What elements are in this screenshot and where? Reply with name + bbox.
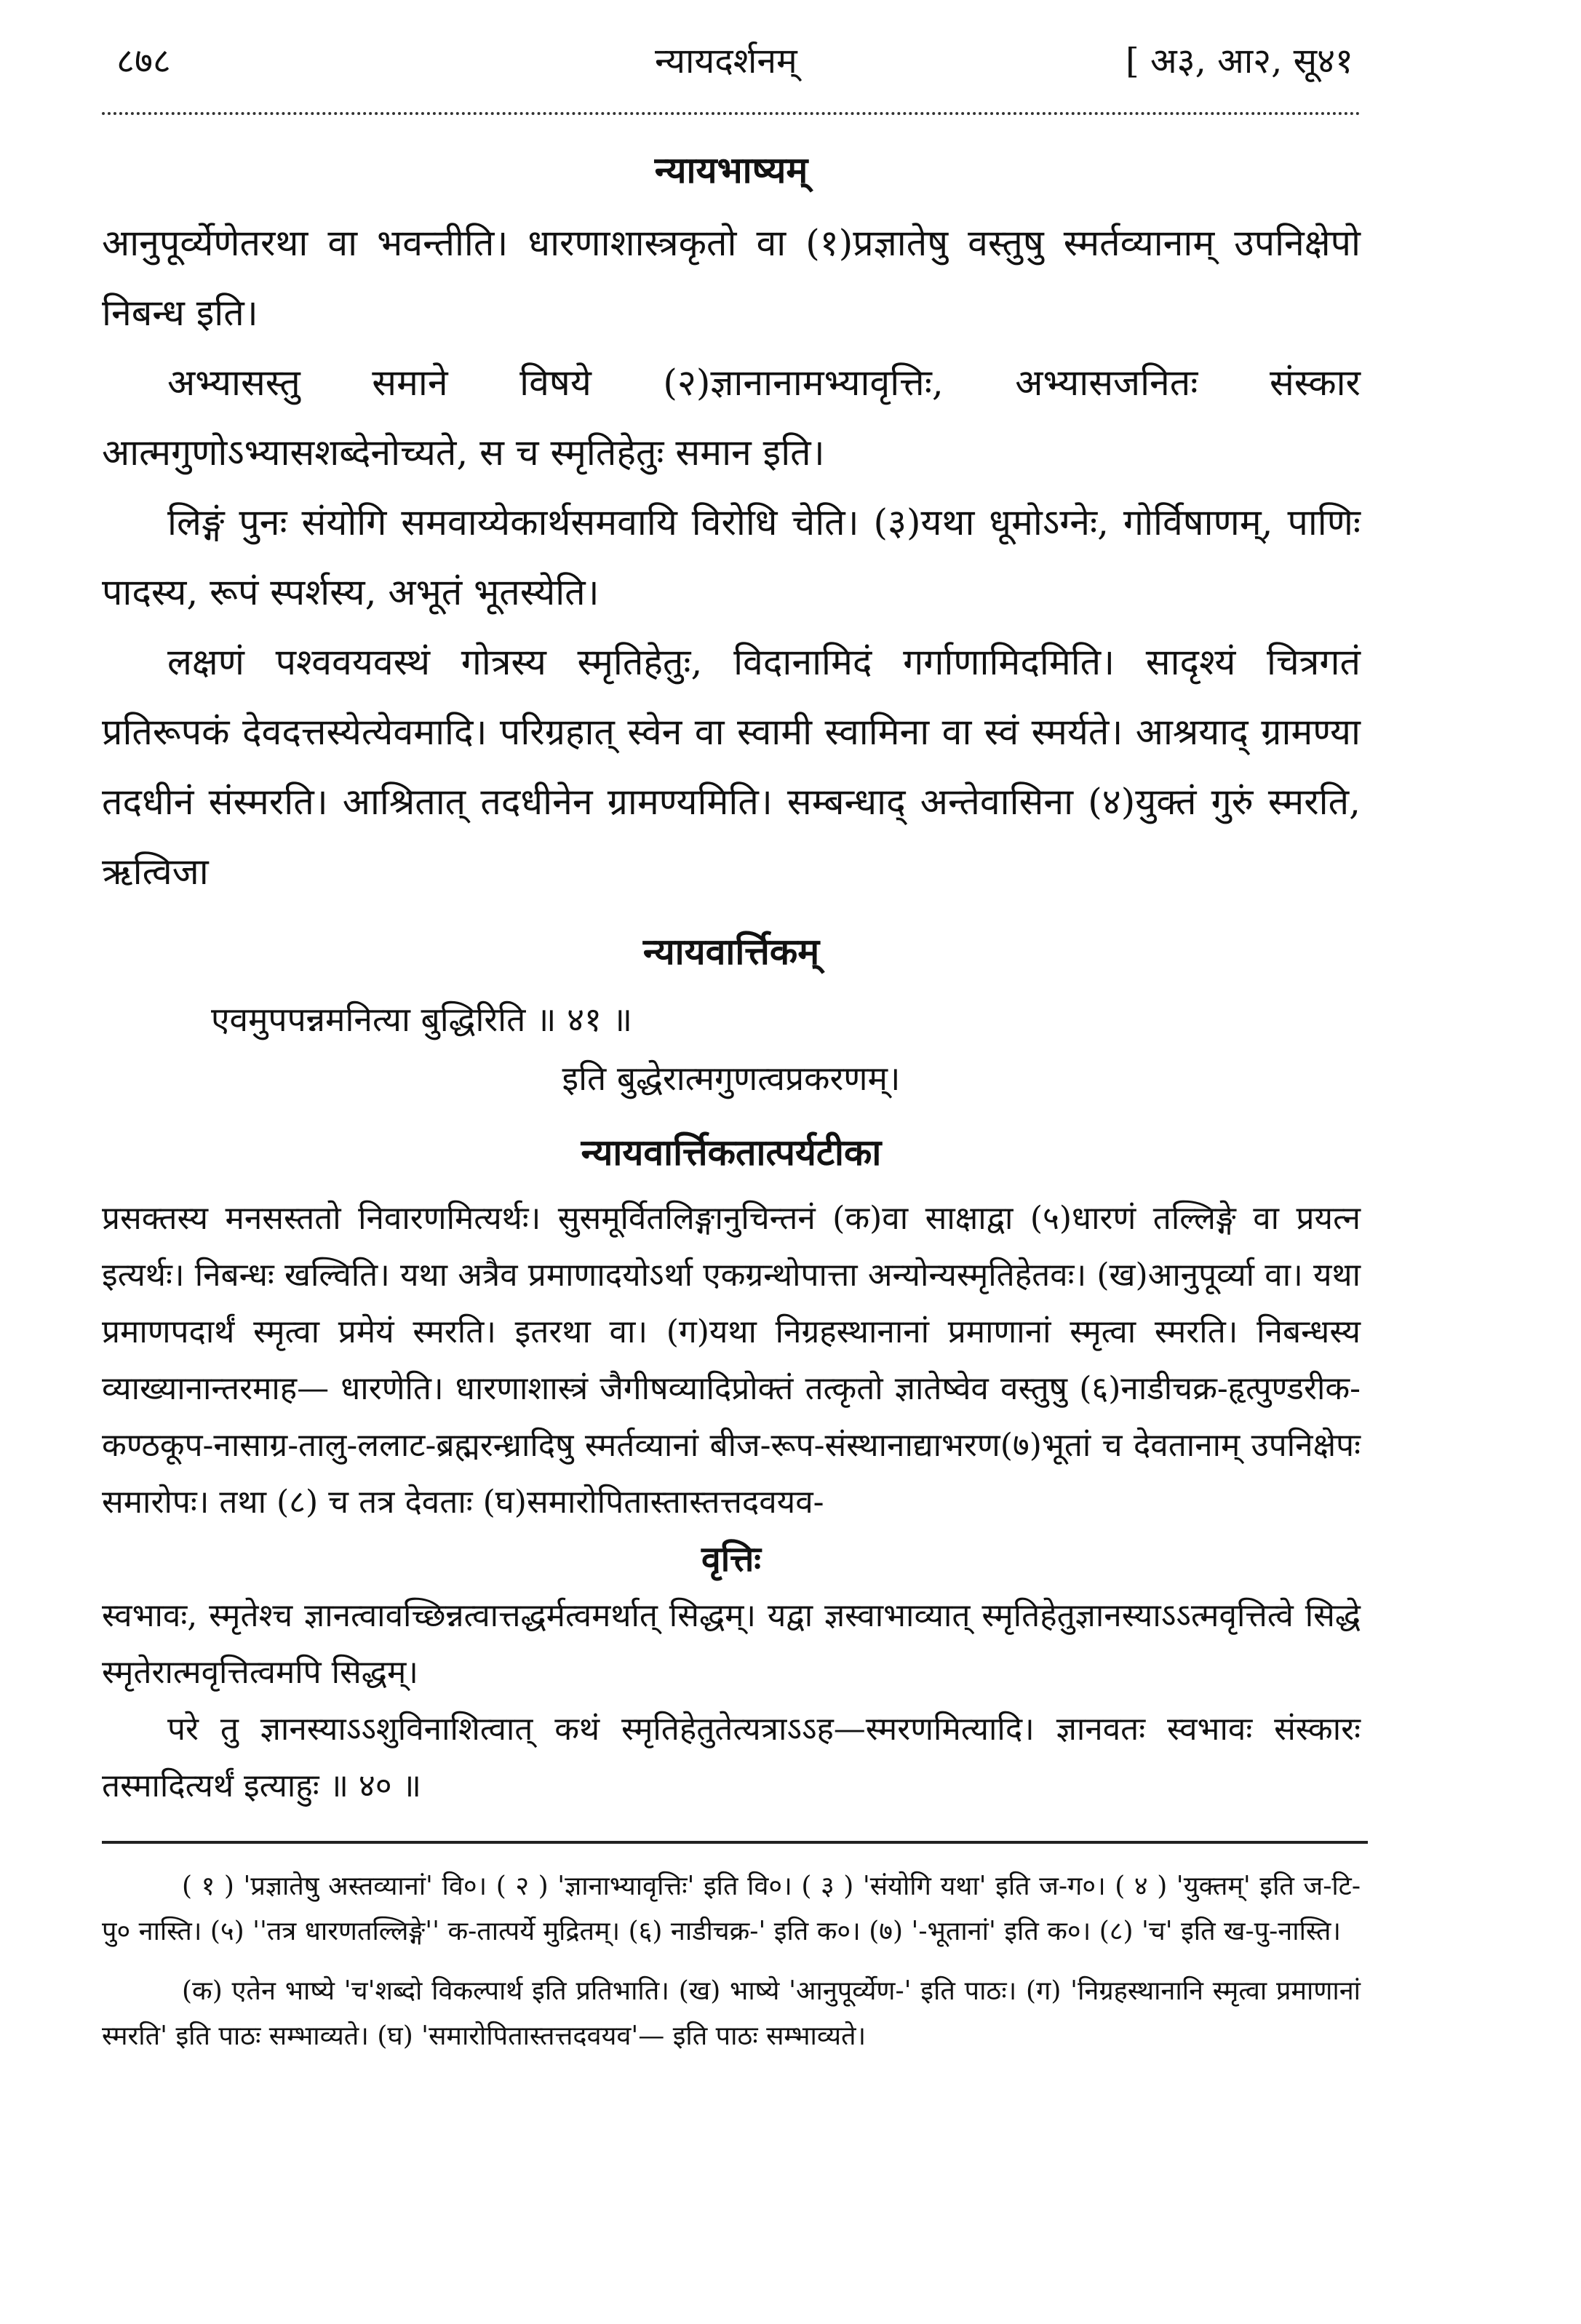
bhashya-paragraph: लक्षणं पश्ववयवस्थं गोत्रस्य स्मृतिहेतुः, विदानामिदं गर्गाणामिदमिति। सादृश्यं चित्रगतं प्रतिरूपकं देवदत्तस्येत्येवमादि। परिग्रहात् स्वेन वा स्वामी स्वामिना वा स्वं स्मर्यते। आश्रयाद् ग्रामण्या तदधीनं संस्मरति। आश्रितात् तदधीनेन ग्रामण्यमिति। सम्बन्धाद् अन्तेवासिना (४)युक्तं गुरुं स्मरति, ऋत्विजा xyxy=(102,641,1361,893)
tika-heading: न्यायवार्त्तिकतात्पर्यटीका xyxy=(581,1131,882,1174)
bhashya-paragraph: आनुपूर्व्येणेतरथा वा भवन्तीति। धारणाशास्त्रकृतो वा (१)प्रज्ञातेषु वस्तुषु स्मर्तव्यानाम् उपनिक्षेपो निबन्ध इति। xyxy=(102,222,1361,334)
tika-paragraph: स्वभावः, स्मृतेश्च ज्ञानत्वावच्छिन्नत्वात्तद्धर्मत्वमर्थात् सिद्धम्। यद्वा ज्ञस्वाभाव्यात् स्मृतिहेतुज्ञानस्याऽऽत्मवृत्तित्वे सिद्धे स्मृतेरात्मवृत्तित्वमपि सिद्धम्। xyxy=(102,1597,1361,1691)
header-divider xyxy=(102,99,1361,115)
running-header xyxy=(102,29,1361,95)
bhashya-heading: न्यायभाष्यम् xyxy=(654,148,808,191)
section-colophon: इति बुद्धेरात्मगुणत्वप्रकरणम्। xyxy=(562,1059,901,1098)
bhashya-paragraph: लिङ्गं पुनः संयोगि समवाय्येकार्थसमवायि विरोधि चेति। (३)यथा धूमोऽग्नेः, गोर्विषाणम्, पाणिः पादस्य, रूपं स्पर्शस्य, अभूतं भूतस्येति। xyxy=(102,501,1361,613)
tika-paragraph: प्रसक्तस्य मनसस्ततो निवारणमित्यर्थः। सुसमूर्वितलिङ्गानुचिन्तनं (क)वा साक्षाद्वा (५)धारणं तल्लिङ्गे वा प्रयत्न इत्यर्थः। निबन्धः खल्विति। यथा अत्रैव प्रमाणादयोऽर्था एकग्रन्थोपात्ता अन्योन्यस्मृतिहेतवः। (ख)आनुपूर्व्या वा। यथा प्रमाणपदार्थं स्मृत्वा प्रमेयं स्मरति। इतरथा वा। (ग)यथा निग्रहस्थानानां प्रमाणानां स्मृत्वा स्मरति। निबन्धस्य व्याख्यानान्तरमाह— धारणेति। धारणाशास्त्रं जैगीषव्यादिप्रोक्तं तत्कृतो ज्ञातेष्वेव वस्तुषु (६)नाडीचक्र-हृत्पुण्डरीक-कण्ठकूप-नासाग्र-तालु-ललाट-ब्रह्मरन्ध्रादिषु स्मर्तव्यानां बीज-रूप-संस्थानाद्याभरण(७)भूतां च देवतानाम् उपनिक्षेपः समारोपः। तथा (८) च तत्र देवताः (घ)समारोपितास्तास्तत्तदवयव- xyxy=(102,1200,1361,1521)
tika-paragraph: परे तु ज्ञानस्याऽऽशुविनाशित्वात् कथं स्मृतिहेतुतेत्यत्राऽऽह—स्मरणमित्यादि। ज्ञानवतः स्वभावः संस्कारः तस्मादित्यर्थं इत्याहुः ॥ ४० ॥ xyxy=(102,1711,1361,1804)
lettered-footnotes: (क) एतेन भाष्ये 'च'शब्दो विकल्पार्थ इति प्रतिभाति। (ख) भाष्ये 'आनुपूर्व्येण-' इति पाठः। (ग) 'निग्रहस्थानानि स्मृत्वा प्रमाणानां स्मरति' इति पाठः सम्भाव्यते। (घ) 'समारोपितास्तत्तदवयव'— इति पाठः सम्भाव्यते। xyxy=(102,1976,1361,2051)
numbered-footnotes: ( १ ) 'प्रज्ञातेषु अस्तव्यानां' वि०। ( २ ) 'ज्ञानाभ्यावृत्तिः' इति वि०। ( ३ ) 'संयोगि यथा' इति ज-ग०। ( ४ ) 'युक्तम्' इति ज-टि-पु० नास्ति। (५) ''तत्र धारणतल्लिङ्गे'' क-तात्पर्ये मुद्रितम्। (६) नाडीचक्र-' इति क०। (७) '-भूतानां' इति क०। (८) 'च' इति ख-पु-नास्ति। xyxy=(102,1871,1361,1946)
vartika-heading: न्यायवार्त्तिकम् xyxy=(642,930,820,973)
vartika-sutra: एवमुपपन्नमनित्या बुद्धिरिति ॥ ४१ ॥ xyxy=(211,1000,633,1039)
footnote-rule xyxy=(102,1841,1368,1844)
section-reference: [ अ३, आ२, सू४१ xyxy=(1125,41,1353,81)
running-title: न्यायदर्शनम् xyxy=(655,41,797,81)
page xyxy=(102,29,1361,2059)
tika-centered-word: वृत्तिः xyxy=(701,1539,761,1580)
bhashya-paragraph: अभ्यासस्तु समाने विषये (२)ज्ञानानामभ्यावृत्तिः, अभ्यासजनितः संस्कार आत्मगुणोऽभ्यासशब्देनोच्यते, स च स्मृतिहेतुः समान इति। xyxy=(102,362,1361,474)
page-number: ८७८ xyxy=(116,41,171,81)
